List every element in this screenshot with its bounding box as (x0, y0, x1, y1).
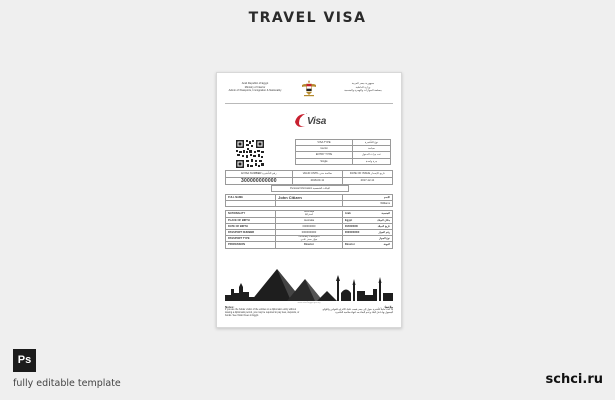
template-caption: fully editable template (13, 378, 121, 389)
egypt-skyline-icon (225, 259, 393, 301)
visa-type-label: VISA TYPE (296, 140, 353, 146)
nationality-value-en: Australia (303, 210, 315, 214)
date-of-issue-value: 2017-12-11 (342, 178, 392, 185)
nationality-label: NATIONALITY (226, 211, 276, 217)
full-name-label-ar: الاسم (342, 195, 392, 201)
passport-type-label: PASSPORT TYPE (226, 236, 276, 242)
date-of-birth-label: DATE OF BIRTH (226, 223, 276, 229)
header-right-line-1: جمهورية مصر العربية (351, 82, 375, 85)
visa-type-table (295, 139, 391, 165)
logo-word: Visa (307, 116, 327, 127)
place-of-birth-value: Australia (276, 217, 343, 223)
skyline-caption: www.visa2egypt.gov.eg (297, 302, 321, 304)
profession-right-value: Director (344, 243, 355, 247)
evisa-number-header: EVISA NUMBER رقم التأشيرة (226, 171, 293, 178)
passport-number-label: PASSPORT NUMBER (226, 229, 276, 235)
place-of-birth-label-ar: مكان الميلاد (377, 218, 390, 222)
full-name-value-ar: Williams (342, 201, 392, 207)
header-right-text (331, 82, 395, 93)
logo-small-text: e (306, 113, 308, 115)
profession-label: PROFESSION (226, 242, 276, 248)
date-of-issue-header: DATE OF ISSUE تاريخ الإصدار (342, 171, 392, 178)
notes-text: If you are the holder visitor of the entities or a diplomatic entity without issuing a diplomatic permit, you may be required to pay fees, deposits, or bonds. See Visitor Fees in Egypt. (225, 309, 300, 317)
passport-number-value: 0000000000 (276, 229, 343, 235)
visa-number-table (225, 170, 393, 185)
nationality-label-ar: الجنسية (381, 212, 390, 216)
notes-arabic (315, 306, 393, 315)
qr-code-icon (235, 139, 265, 169)
visa-type-label-ar: نوع التأشيرة (353, 140, 391, 146)
passport-number-label-ar: رقم الجواز (378, 231, 390, 235)
header-right-line-3: مصلحة الجوازات والهجرة والجنسية (344, 89, 382, 93)
visa-document (216, 72, 402, 328)
place-of-birth-label: PLACE OF BIRTH (226, 217, 276, 223)
nationality-right-value: Arab (344, 212, 351, 216)
header-left-text (223, 82, 287, 93)
full-name-label: FULL NAME (226, 195, 276, 201)
nationality-value-ar: أستراليا (304, 212, 314, 216)
entry-type-value: Single (296, 158, 353, 164)
notes-heading-ar: ملاحظ: (383, 305, 393, 309)
passport-number-right-value: 0000000000 (344, 231, 360, 235)
header-left-line-2: Ministry of Interior (244, 85, 266, 89)
header-divider (225, 103, 393, 104)
page-title: TRAVEL VISA (248, 10, 367, 26)
profession-label-ar: المهنة (383, 243, 390, 247)
header-left-line-1: Arab Republic of Egypt (241, 82, 269, 85)
table-row (226, 178, 393, 185)
egypt-eagle-emblem-icon (301, 79, 317, 97)
table-row (226, 242, 393, 248)
notes-english (225, 306, 303, 318)
date-of-birth-right-value: 00/00/0000 (344, 224, 358, 228)
notes-heading: Notes: (225, 305, 235, 309)
full-name-value: John Citizen (276, 195, 343, 201)
passport-type-label-ar: نوع الجواز (379, 237, 390, 241)
place-of-birth-right-value: Egypt (344, 218, 353, 222)
table-row (226, 171, 393, 178)
personal-info-table (225, 194, 393, 249)
visa-type-value-ar: سياحة (353, 146, 391, 152)
date-of-birth-label-ar: تاريخ الميلاد (377, 224, 390, 228)
profession-value: Director (276, 242, 343, 248)
photoshop-icon: Ps (13, 349, 36, 372)
personal-information-label: Personal Information البيانات الشخصية (271, 185, 349, 192)
table-row (296, 158, 391, 164)
passport-type-value-en: Ordinary Passport (298, 235, 320, 239)
entry-type-value-ar: مرة واحدة (353, 158, 391, 164)
passport-type-value-ar: جواز سفر عادي (300, 237, 318, 241)
profession-right (342, 242, 392, 248)
entry-type-label: ENTRY TYPE (296, 152, 353, 158)
entry-type-label-ar: عدد مرات الدخول (353, 152, 391, 158)
date-of-birth-value: 00/00/0000 (276, 223, 343, 229)
valid-until-header: VALID UNTIL صالحة حتى (292, 171, 342, 178)
header-left-line-3: Admin of Passports, Immigration & Nationality (228, 89, 282, 93)
brand-name: schci.ru (545, 372, 603, 387)
notes-text-ar: إذا كنت حاملاً لتأشيرة دخول إلى مصر فيجب عليك الالتزام بالقوانين واللوائح المعمول بها داخل البلاد وعدم البقاء بعد انتهاء صلاحية التأشيرة. (322, 309, 393, 314)
evisa-number-value: 300000000000 (226, 178, 293, 185)
header-right-line-2: وزارة الداخلية (355, 85, 371, 89)
visa-type-value: tourist (296, 146, 353, 152)
valid-until-value: 2018-03-11 (292, 178, 342, 185)
